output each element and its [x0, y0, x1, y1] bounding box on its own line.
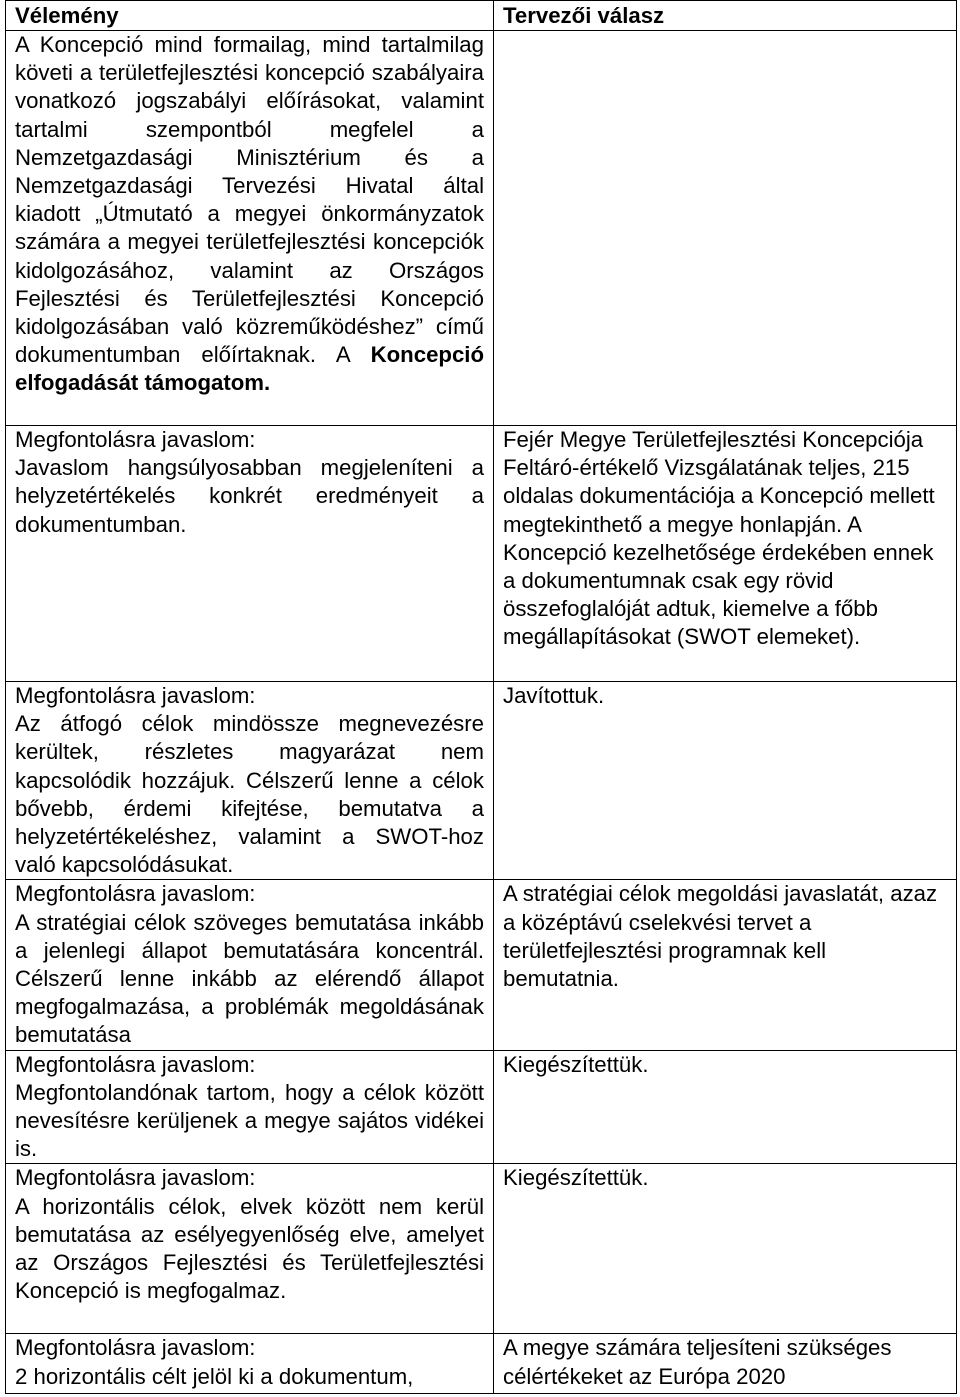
suggestion-label: Megfontolásra javaslom:: [15, 1335, 256, 1361]
table-header-row: [6, 1, 957, 31]
table-row: [6, 31, 957, 426]
table-row: [6, 1334, 957, 1394]
suggestion-label: Megfontolásra javaslom:: [15, 1051, 256, 1077]
response-cell: Javítottuk.: [494, 682, 957, 880]
table-row: [6, 426, 957, 682]
opinion-text: Az átfogó célok mindössze megnevezésre kerültek, részletes magyarázat nem kapcsolódik hozzájuk. Célszerű lenne a célok bővebb, érdemi kifejtése, bemutatva a helyzetértékeléshez, valamint a SWOT-hoz való kapcsolódásukat.: [15, 711, 484, 878]
opinion-cell: [6, 1334, 494, 1394]
opinion-column-header: Vélemény: [6, 1, 494, 31]
response-cell: Fejér Megye Területfejlesztési Koncepciója Feltáró-értékelő Vizsgálatának teljes, 215 oldalas dokumentációja a Koncepció mellett megtekinthető a megye honlapján. A Koncepció kezelhetősége érdekében ennek a dokumentumnak csak egy rövid összefoglalóját adtuk, kiemelve a főbb megállapításokat (SWOT elemeket).: [494, 426, 957, 682]
response-cell: [494, 31, 957, 426]
response-cell: Kiegészítettük.: [494, 1164, 957, 1334]
response-column-header: Tervezői válasz: [494, 1, 957, 31]
opinion-bold-text: Koncepció elfogadását támogatom.: [15, 342, 485, 396]
opinion-text: Javaslom hangsúlyosabban megjeleníteni a helyzetértékelés konkrét eredményeit a dokumentumban.: [15, 455, 484, 537]
opinion-cell: [6, 31, 494, 426]
opinion-text: 2 horizontális célt jelöl ki a dokumentum,: [15, 1363, 414, 1389]
opinion-text: A Koncepció mind formailag, mind tartalmilag követi a területfejlesztési koncepció szabályaira vonatkozó jogszabályi előírásokat, valamint tartalmi szempontból megfelel a Nemzetgazdasági Minisztérium és a Nemzetgazdasági Tervezési Hivatal által kiadott „Útmutató a megyei önkormányzatok számára a megyei területfejlesztési koncepciók kidolgozásához, valamint az Országos Fejlesztési és Területfejlesztési Koncepció kidolgozásában való közreműködéshez” című dokumentumban előírtaknak. A: [15, 32, 484, 368]
table-row: [6, 1050, 957, 1164]
suggestion-label: Megfontolásra javaslom:: [15, 427, 256, 452]
response-cell: A megye számára teljesíteni szükséges célértékeket az Európa 2020: [494, 1334, 957, 1394]
opinion-cell: [6, 682, 494, 880]
opinion-cell: [6, 1050, 494, 1164]
suggestion-label: Megfontolásra javaslom:: [15, 1165, 256, 1191]
table-row: [6, 880, 957, 1050]
opinion-text: Megfontolandónak tartom, hogy a célok között nevesítésre kerüljenek a megye sajátos vidékei is.: [15, 1079, 484, 1162]
opinion-text: A stratégiai célok szöveges bemutatása inkább a jelenlegi állapot bemutatására koncentrál. Célszerű lenne inkább az elérendő állapot megfogalmazása, a problémák megoldásának bemutatása: [15, 909, 484, 1048]
suggestion-label: Megfontolásra javaslom:: [15, 881, 256, 907]
opinion-cell: [6, 426, 494, 682]
opinion-text: A horizontális célok, elvek között nem kerül bemutatása az esélyegyenlőség elve, amelyet az Országos Fejlesztési és Területfejlesztési Koncepció is megfogalmaz.: [15, 1193, 484, 1304]
opinion-response-table: [5, 0, 957, 1394]
response-cell: Kiegészítettük.: [494, 1050, 957, 1164]
table-row: [6, 682, 957, 880]
opinion-cell: [6, 1164, 494, 1334]
response-cell: A stratégiai célok megoldási javaslatát, azaz a középtávú cselekvési tervet a területfejlesztési programnak kell bemutatnia.: [494, 880, 957, 1050]
suggestion-label: Megfontolásra javaslom:: [15, 683, 256, 708]
opinion-cell: [6, 880, 494, 1050]
table-row: [6, 1164, 957, 1334]
